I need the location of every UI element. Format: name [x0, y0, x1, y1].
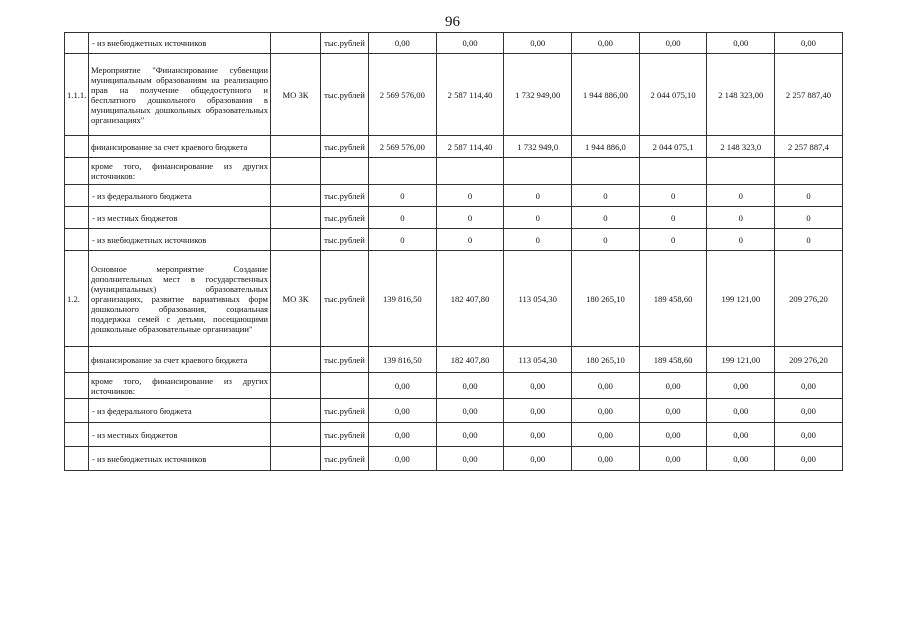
- value-cell-year-5: 2 044 075,1: [639, 136, 707, 158]
- page-number: 96: [445, 14, 460, 30]
- value-cell-year-7: 0,00: [775, 447, 843, 471]
- value-cell-year-5: 189 458,60: [639, 251, 707, 347]
- value-cell-year-6: 0,00: [707, 447, 775, 471]
- value-cell-year-2: [436, 158, 504, 185]
- table-body: [65, 33, 843, 471]
- value-cell-year-7: 0: [775, 185, 843, 207]
- row-name-cell: финансирование за счет краевого бюджета: [89, 136, 271, 158]
- value-cell-year-2: 182 407,80: [436, 251, 504, 347]
- value-cell-year-4: 0,00: [572, 423, 640, 447]
- value-cell-year-2: 0: [436, 229, 504, 251]
- table-row: [65, 251, 843, 347]
- value-cell-year-5: [639, 158, 707, 185]
- value-cell-year-7: 0,00: [775, 399, 843, 423]
- value-cell-year-1: 2 569 576,00: [369, 54, 437, 136]
- value-cell-year-2: 0: [436, 185, 504, 207]
- value-cell-year-3: 0: [504, 185, 572, 207]
- row-number-cell: [65, 423, 89, 447]
- value-cell-year-2: 0,00: [436, 33, 504, 54]
- value-cell-year-5: 0: [639, 207, 707, 229]
- value-cell-year-6: 2 148 323,0: [707, 136, 775, 158]
- value-cell-year-3: 0: [504, 229, 572, 251]
- value-cell-year-2: 182 407,80: [436, 347, 504, 373]
- row-name-cell: - из местных бюджетов: [89, 423, 271, 447]
- executor-cell: [271, 136, 321, 158]
- value-cell-year-2: 2 587 114,40: [436, 136, 504, 158]
- value-cell-year-7: 209 276,20: [775, 251, 843, 347]
- budget-table: [64, 32, 843, 471]
- value-cell-year-3: 1 732 949,0: [504, 136, 572, 158]
- row-name-cell: - из внебюджетных источников: [89, 33, 271, 54]
- row-name-cell: - из местных бюджетов: [89, 207, 271, 229]
- value-cell-year-3: 1 732 949,00: [504, 54, 572, 136]
- value-cell-year-3: 0: [504, 207, 572, 229]
- row-number-cell: [65, 447, 89, 471]
- row-name-cell: Мероприятие "Финансирование субвенции муниципальным образованиям на реализацию прав на получение общедоступного и бесплатного дошкольного образования в муниципальных дошкольных образовательных организациях": [89, 54, 271, 136]
- value-cell-year-5: 189 458,60: [639, 347, 707, 373]
- table-row: [65, 33, 843, 54]
- value-cell-year-5: 0: [639, 229, 707, 251]
- value-cell-year-3: 113 054,30: [504, 251, 572, 347]
- value-cell-year-4: 0,00: [572, 33, 640, 54]
- value-cell-year-2: 0,00: [436, 447, 504, 471]
- value-cell-year-4: 180 265,10: [572, 347, 640, 373]
- value-cell-year-1: 0,00: [369, 423, 437, 447]
- value-cell-year-6: 0,00: [707, 373, 775, 399]
- value-cell-year-7: 2 257 887,4: [775, 136, 843, 158]
- value-cell-year-3: [504, 158, 572, 185]
- table-row: [65, 423, 843, 447]
- value-cell-year-6: [707, 158, 775, 185]
- table-row: [65, 136, 843, 158]
- value-cell-year-7: 0: [775, 229, 843, 251]
- executor-cell: [271, 373, 321, 399]
- unit-cell: тыс.рублей: [321, 207, 369, 229]
- value-cell-year-6: 0: [707, 207, 775, 229]
- executor-cell: [271, 423, 321, 447]
- value-cell-year-2: 2 587 114,40: [436, 54, 504, 136]
- value-cell-year-5: 0,00: [639, 447, 707, 471]
- value-cell-year-1: 2 569 576,00: [369, 136, 437, 158]
- value-cell-year-1: 0,00: [369, 447, 437, 471]
- value-cell-year-1: 0: [369, 185, 437, 207]
- value-cell-year-6: 0,00: [707, 423, 775, 447]
- unit-cell: тыс.рублей: [321, 136, 369, 158]
- table-row: [65, 373, 843, 399]
- unit-cell: [321, 158, 369, 185]
- value-cell-year-6: 0,00: [707, 399, 775, 423]
- row-number-cell: [65, 207, 89, 229]
- value-cell-year-4: 0,00: [572, 399, 640, 423]
- row-number-cell: [65, 185, 89, 207]
- value-cell-year-4: 0: [572, 207, 640, 229]
- row-number-cell: [65, 373, 89, 399]
- value-cell-year-1: 0,00: [369, 399, 437, 423]
- row-name-cell: - из внебюджетных источников: [89, 447, 271, 471]
- value-cell-year-3: 0,00: [504, 423, 572, 447]
- value-cell-year-5: 0: [639, 185, 707, 207]
- table-row: [65, 158, 843, 185]
- row-number-cell: [65, 158, 89, 185]
- value-cell-year-4: 0: [572, 229, 640, 251]
- row-name-cell: - из федерального бюджета: [89, 185, 271, 207]
- value-cell-year-2: 0,00: [436, 373, 504, 399]
- table-row: [65, 54, 843, 136]
- value-cell-year-4: 1 944 886,0: [572, 136, 640, 158]
- row-number-cell: 1.1.1.: [65, 54, 89, 136]
- unit-cell: тыс.рублей: [321, 347, 369, 373]
- unit-cell: тыс.рублей: [321, 423, 369, 447]
- value-cell-year-6: 0: [707, 229, 775, 251]
- value-cell-year-1: 0,00: [369, 373, 437, 399]
- value-cell-year-4: 0,00: [572, 447, 640, 471]
- value-cell-year-1: 139 816,50: [369, 251, 437, 347]
- executor-cell: [271, 229, 321, 251]
- row-number-cell: [65, 136, 89, 158]
- unit-cell: тыс.рублей: [321, 54, 369, 136]
- value-cell-year-4: 0,00: [572, 373, 640, 399]
- value-cell-year-4: 1 944 886,00: [572, 54, 640, 136]
- value-cell-year-1: 0: [369, 229, 437, 251]
- table-row: [65, 229, 843, 251]
- value-cell-year-6: 0: [707, 185, 775, 207]
- executor-cell: [271, 158, 321, 185]
- unit-cell: тыс.рублей: [321, 185, 369, 207]
- value-cell-year-6: 2 148 323,00: [707, 54, 775, 136]
- table-row: [65, 207, 843, 229]
- unit-cell: тыс.рублей: [321, 33, 369, 54]
- value-cell-year-7: 0,00: [775, 373, 843, 399]
- value-cell-year-7: 0,00: [775, 33, 843, 54]
- value-cell-year-5: 0,00: [639, 373, 707, 399]
- value-cell-year-3: 0,00: [504, 373, 572, 399]
- value-cell-year-1: [369, 158, 437, 185]
- row-name-cell: Основное мероприятие Создание дополнительных мест в государственных (муниципальных) образовательных организациях, развитие вариативных форм дошкольного образования, социальная поддержка семей с детьми, посещающими дошкольные образовательные организации": [89, 251, 271, 347]
- unit-cell: тыс.рублей: [321, 447, 369, 471]
- executor-cell: [271, 185, 321, 207]
- executor-cell: [271, 447, 321, 471]
- executor-cell: [271, 33, 321, 54]
- row-number-cell: 1.2.: [65, 251, 89, 347]
- row-name-cell: - из федерального бюджета: [89, 399, 271, 423]
- table-row: [65, 347, 843, 373]
- table-row: [65, 447, 843, 471]
- row-name-cell: кроме того, финансирование из других источников:: [89, 373, 271, 399]
- unit-cell: [321, 373, 369, 399]
- value-cell-year-2: 0,00: [436, 399, 504, 423]
- table-row: [65, 185, 843, 207]
- value-cell-year-7: 0,00: [775, 423, 843, 447]
- row-name-cell: кроме того, финансирование из других источников:: [89, 158, 271, 185]
- value-cell-year-3: 0,00: [504, 33, 572, 54]
- value-cell-year-7: [775, 158, 843, 185]
- value-cell-year-6: 199 121,00: [707, 347, 775, 373]
- row-name-cell: - из внебюджетных источников: [89, 229, 271, 251]
- value-cell-year-7: 0: [775, 207, 843, 229]
- row-number-cell: [65, 33, 89, 54]
- executor-cell: [271, 399, 321, 423]
- executor-cell: МО ЗК: [271, 54, 321, 136]
- row-name-cell: финансирование за счет краевого бюджета: [89, 347, 271, 373]
- value-cell-year-1: 0: [369, 207, 437, 229]
- table-row: [65, 399, 843, 423]
- value-cell-year-4: 180 265,10: [572, 251, 640, 347]
- value-cell-year-2: 0: [436, 207, 504, 229]
- value-cell-year-4: 0: [572, 185, 640, 207]
- value-cell-year-3: 0,00: [504, 399, 572, 423]
- value-cell-year-5: 2 044 075,10: [639, 54, 707, 136]
- value-cell-year-1: 0,00: [369, 33, 437, 54]
- value-cell-year-2: 0,00: [436, 423, 504, 447]
- value-cell-year-1: 139 816,50: [369, 347, 437, 373]
- value-cell-year-7: 209 276,20: [775, 347, 843, 373]
- unit-cell: тыс.рублей: [321, 229, 369, 251]
- value-cell-year-7: 2 257 887,40: [775, 54, 843, 136]
- row-number-cell: [65, 399, 89, 423]
- executor-cell: [271, 347, 321, 373]
- value-cell-year-6: 0,00: [707, 33, 775, 54]
- value-cell-year-3: 113 054,30: [504, 347, 572, 373]
- value-cell-year-4: [572, 158, 640, 185]
- row-number-cell: [65, 347, 89, 373]
- unit-cell: тыс.рублей: [321, 399, 369, 423]
- value-cell-year-5: 0,00: [639, 423, 707, 447]
- executor-cell: МО ЗК: [271, 251, 321, 347]
- unit-cell: тыс.рублей: [321, 251, 369, 347]
- row-number-cell: [65, 229, 89, 251]
- value-cell-year-6: 199 121,00: [707, 251, 775, 347]
- executor-cell: [271, 207, 321, 229]
- value-cell-year-5: 0,00: [639, 399, 707, 423]
- value-cell-year-5: 0,00: [639, 33, 707, 54]
- value-cell-year-3: 0,00: [504, 447, 572, 471]
